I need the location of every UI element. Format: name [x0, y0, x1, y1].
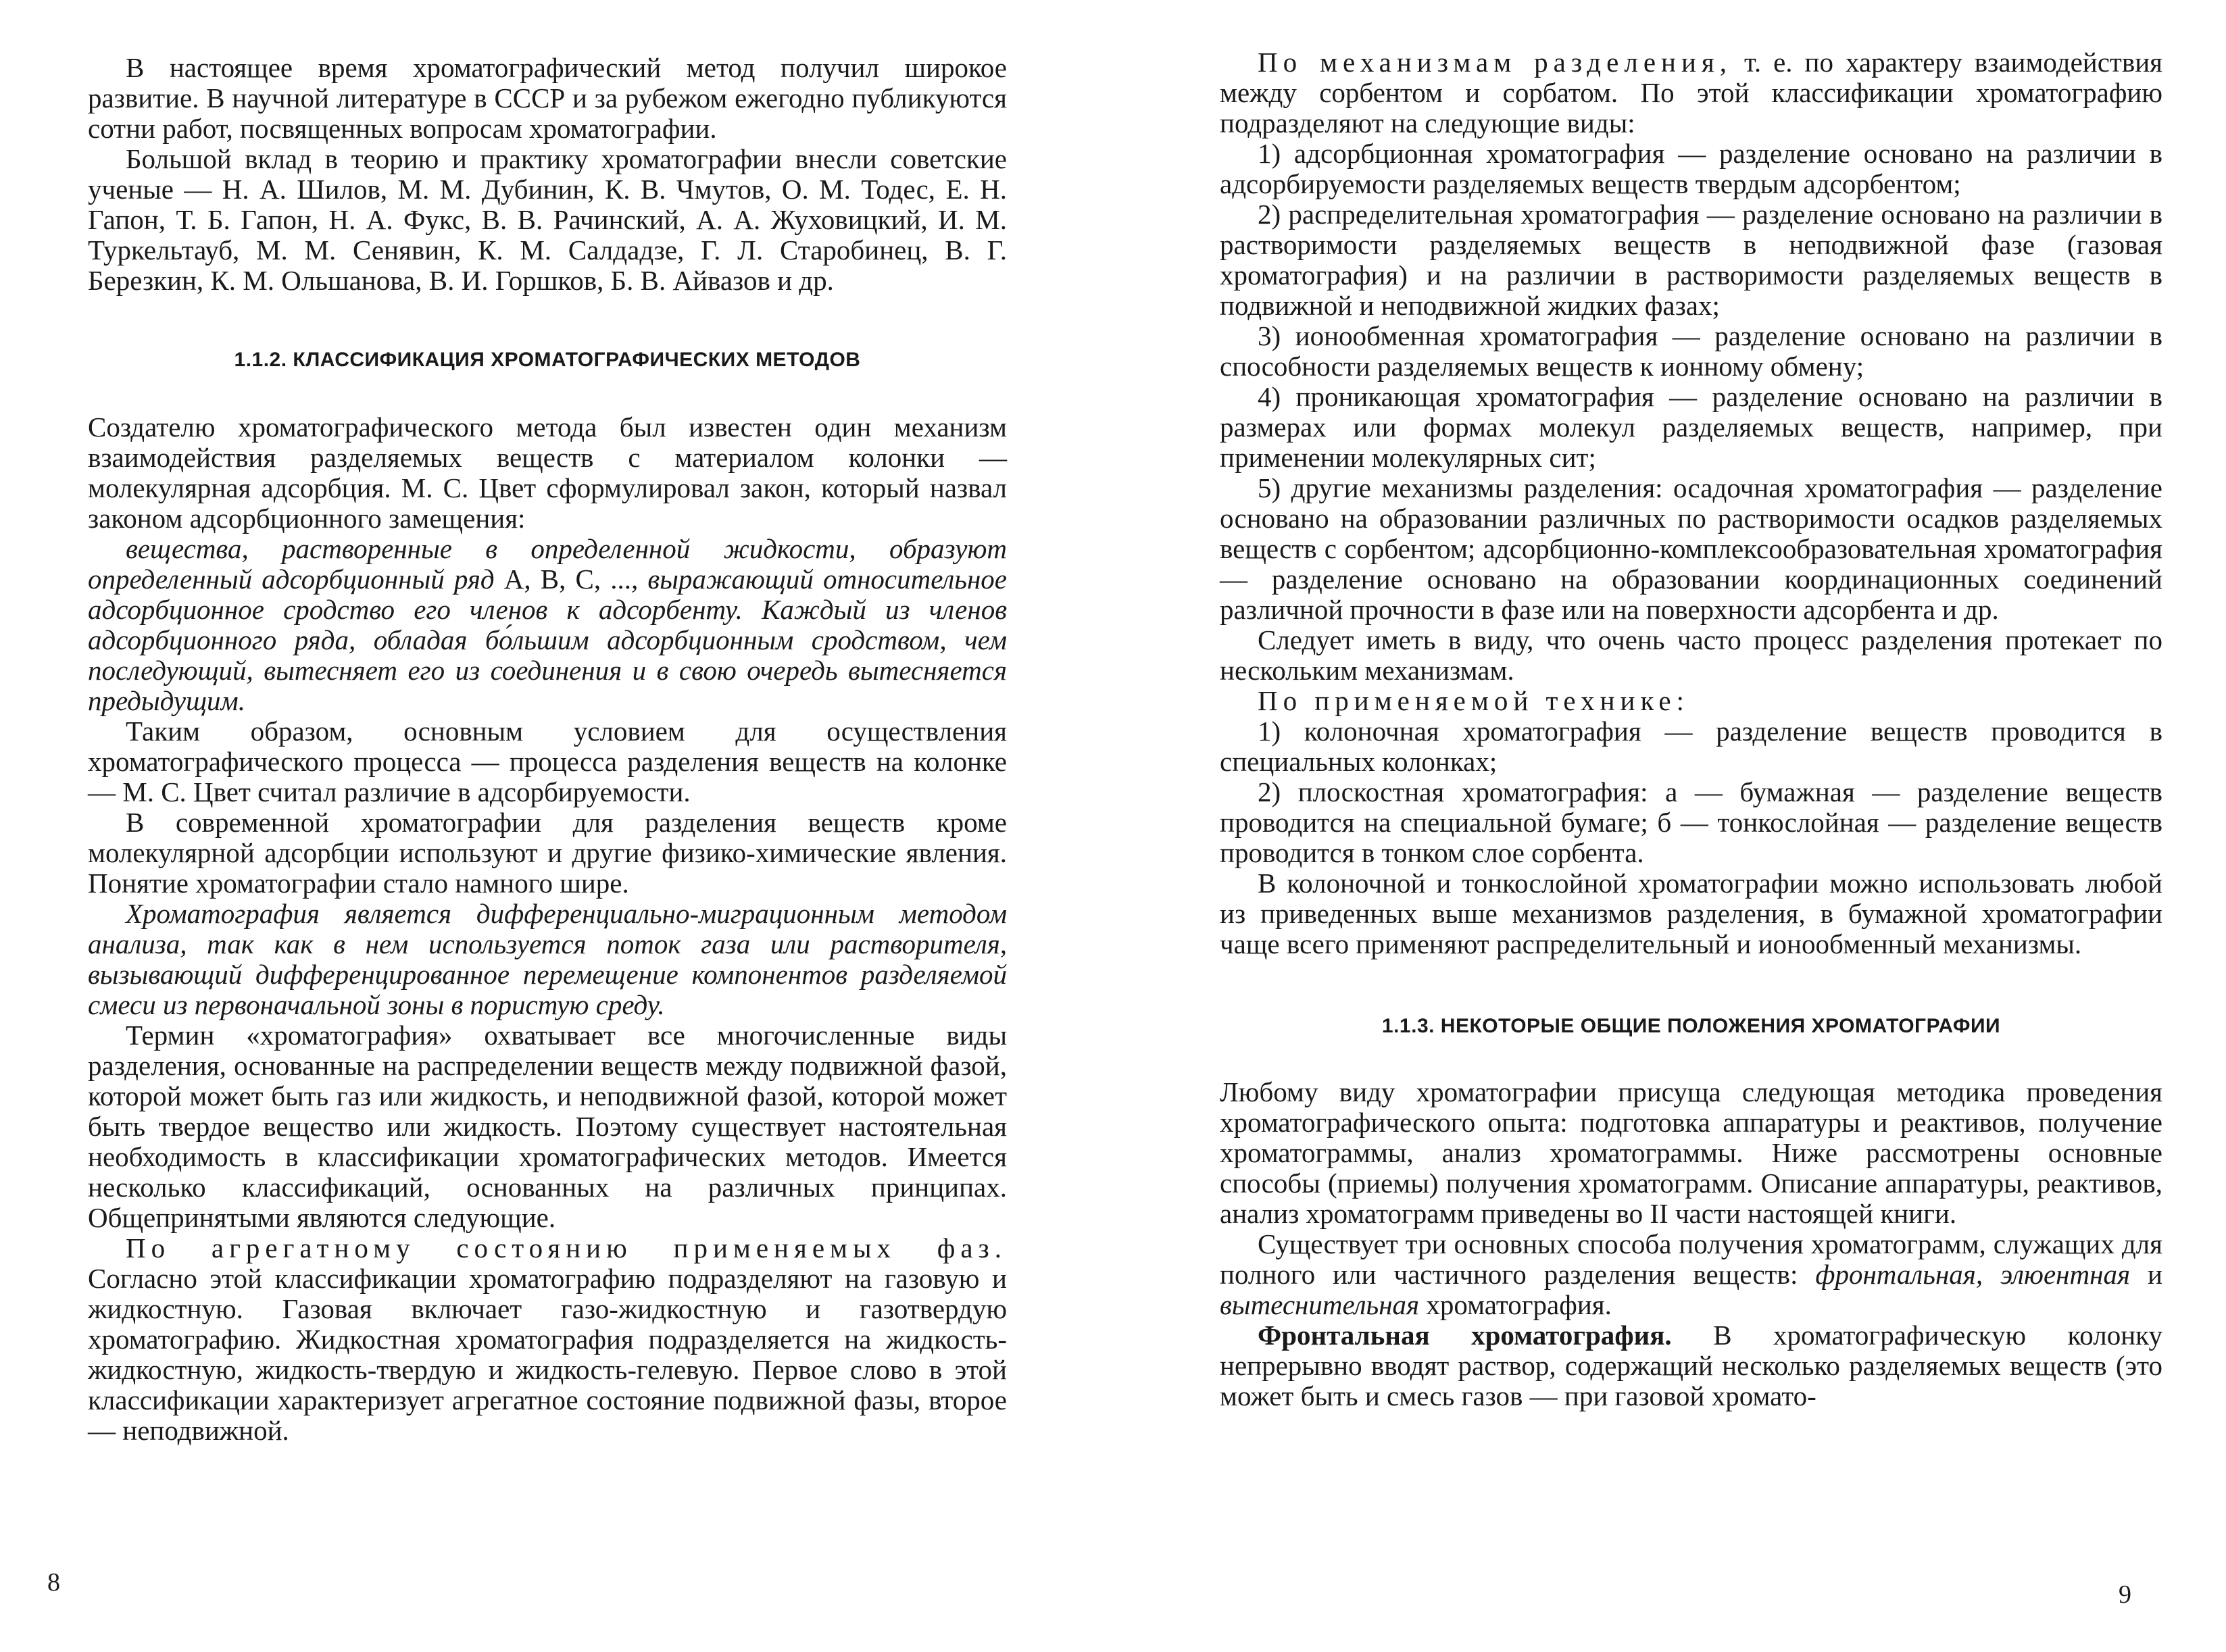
- aggregate-classification-title: По агрегатному состоянию применяемых фаз.: [126, 1232, 1007, 1263]
- tsvet-law-part-1: вещества, растворенные в определенной жидкости, образуют определенный адсорбционный ряд: [88, 533, 1007, 595]
- list-item-partition: 2) распределительная хроматография — разделение основано на различии в растворимости разделяемых веществ в неподвижной фазе (газовая хроматография) и на различии в растворимости разделяемых веществ в подвижной и неподвижной жидких фазах;: [1220, 199, 2162, 321]
- mechanism-classification-paragraph: [1220, 47, 2162, 139]
- frontal-paragraph: [1220, 1320, 2162, 1411]
- tsvet-law-paragraph: [88, 534, 1007, 716]
- three-methods-frontal-elution: фронтальная, элюентная: [1815, 1259, 2131, 1290]
- aggregate-classification-text: Согласно этой классификации хроматографию подразделяют на газовую и жидкостную. Газовая включает газо-жидкостную и газотвердую хроматографию. Жидкостная хроматография подразделяется на жидкость-жидкостную, жидкость-твердую и жидкость-гелевую. Первое слово в этой классификации характеризует агрегатное состояние подвижной фазы, второе — неподвижной.: [88, 1263, 1007, 1446]
- technique-classification-title: По применяемой технике:: [1258, 685, 1689, 716]
- tsvet-law-part-2: , выражающий относительное адсорбционное сродство его членов к адсорбенту. Каждый из членов адсорбционного ряда, обладая бо́льшим адсорбционным сродством, чем последующий, вытесняет его из соединения и в свою очередь вытесняется предыдущим.: [88, 564, 1007, 716]
- page-number-left: 8: [47, 1568, 60, 1597]
- method-paragraph: Любому виду хроматографии присуща следующая методика проведения хроматографического опыта: подготовка аппаратуры и реактивов, получение хроматограммы, анализ хроматограммы. Ниже рассмотрены основные способы (приемы) получения хроматограмм. Описание аппаратуры, реактивов, анализ хроматограмм приведены во II части настоящей книги.: [1220, 1076, 2162, 1229]
- section-heading-1-1-2: 1.1.2. КЛАССИФИКАЦИЯ ХРОМАТОГРАФИЧЕСКИХ МЕТОДОВ: [234, 349, 861, 371]
- section-heading-1-1-3: 1.1.3. НЕКОТОРЫЕ ОБЩИЕ ПОЛОЖЕНИЯ ХРОМАТОГРАФИИ: [1381, 1015, 2001, 1037]
- usage-paragraph: В колоночной и тонкослойной хроматографии можно использовать любой из приведенных выше механизмов разделения, в бумажной хроматографии чаще всего применяют распределительный и ионообменный механизмы.: [1220, 868, 2162, 959]
- list-item-planar: 2) плоскостная хроматография: а — бумажная — разделение веществ проводится на специальной бумаге; б — тонкослойная — разделение веществ проводится в тонком слое сорбента.: [1220, 776, 2162, 868]
- note-paragraph: Следует иметь в виду, что очень часто процесс разделения протекает по нескольким механизмам.: [1220, 624, 2162, 686]
- tsvet-paragraph: Создателю хроматографического метода был известен один механизм взаимодействия разделяемых веществ с материалом колонки — молекулярная адсорбция. М. С. Цвет сформулировал закон, который назвал законом адсорбционного замещения:: [88, 411, 1007, 534]
- frontal-text: В хроматографическую колонку непрерывно вводят раствор, содержащий несколько разделяемых веществ (это может быть и смесь газов — при газовой хромато-: [1220, 1320, 2162, 1411]
- three-methods-paragraph: [1220, 1229, 2162, 1320]
- tsvet-law-series: A, B, C, ...: [503, 564, 631, 595]
- mechanism-classification-title: По механизмам разделения,: [1258, 47, 1733, 78]
- intro-paragraph: В настоящее время хроматографический метод получил широкое развитие. В научной литературе в СССР и за рубежом ежегодно публикуются сотни работ, посвященных вопросам хроматографии.: [88, 52, 1007, 144]
- left-text-column: [88, 53, 1007, 1446]
- modern-paragraph: В современной хроматографии для разделения веществ кроме молекулярной адсорбции используют и другие физико-химические явления. Понятие хроматографии стало намного шире.: [88, 807, 1007, 899]
- condition-paragraph: Таким образом, основным условием для осуществления хроматографического процесса — процесса разделения веществ на колонке — М. С. Цвет считал различие в адсорбируемости.: [88, 716, 1007, 807]
- list-item-column: 1) колоночная хроматография — разделение веществ проводится в специальных колонках;: [1220, 716, 2162, 777]
- right-page: [1113, 0, 2226, 1652]
- frontal-title: Фронтальная хроматография.: [1258, 1320, 1672, 1351]
- three-methods-and: и: [2130, 1259, 2162, 1290]
- list-item-adsorption: 1) адсорбционная хроматография — разделение основано на различии в адсорбируемости разделяемых веществ твердым адсорбентом;: [1220, 138, 2162, 199]
- list-item-other: 5) другие механизмы разделения: осадочная хроматография — разделение основано на образовании различных по растворимости осадков разделяемых веществ с сорбентом; адсорбционно-комплексообразовательная хроматография — разделение основано на образовании координационных соединений различной прочности в фазе или на поверхности адсорбента и др.: [1220, 472, 2162, 625]
- three-methods-intro: Существует три основных способа получения хроматограмм, служащих для полного или частичного разделения веществ:: [1220, 1228, 2162, 1290]
- three-methods-displacement: вытеснительная: [1220, 1289, 1420, 1320]
- page-number-right: 9: [2119, 1580, 2131, 1609]
- term-paragraph: Термин «хроматография» охватывает все многочисленные виды разделения, основанные на распределении веществ между подвижной фазой, которой может быть газ или жидкость, и неподвижной фазой, которой может быть твердое вещество или жидкость. Поэтому существует настоятельная необходимость в классификации хроматографических методов. Имеется несколько классификаций, основанных на различных принципах. Общепринятыми являются следующие.: [88, 1020, 1007, 1233]
- three-methods-end: хроматография.: [1419, 1289, 1612, 1320]
- right-text-column: [1220, 47, 2162, 1411]
- definition-paragraph: Хроматография является дифференциально-миграционным методом анализа, так как в нем используется поток газа или растворителя, вызывающий дифференцированное перемещение компонентов разделяемой смеси из первоначальной зоны в пористую среду.: [88, 898, 1007, 1020]
- aggregate-classification-paragraph: [88, 1233, 1007, 1446]
- mechanism-classification-text: т. е. по характеру взаимодействия между сорбентом и сорбатом. По этой классификации хроматографию подразделяют на следующие виды:: [1220, 47, 2163, 139]
- list-item-permeation: 4) проникающая хроматография — разделение основано на различии в размерах или формах молекул разделяемых веществ, например, при применении молекулярных сит;: [1220, 381, 2162, 473]
- list-item-ion-exchange: 3) ионообменная хроматография — разделение основано на различии в способности разделяемых веществ к ионному обмену;: [1220, 320, 2162, 382]
- scientists-paragraph: Большой вклад в теорию и практику хроматографии внесли советские ученые — Н. А. Шилов, М. М. Дубинин, К. В. Чмутов, О. М. Тодес, Е. Н. Гапон, Т. Б. Гапон, Н. А. Фукс, В. В. Рачинский, А. А. Жуховицкий, И. М. Туркельтауб, М. М. Сенявин, К. М. Салдадзе, Г. Л. Старобинец, В. Г. Березкин, К. М. Ольшанова, В. И. Горшков, Б. В. Айвазов и др.: [88, 143, 1007, 296]
